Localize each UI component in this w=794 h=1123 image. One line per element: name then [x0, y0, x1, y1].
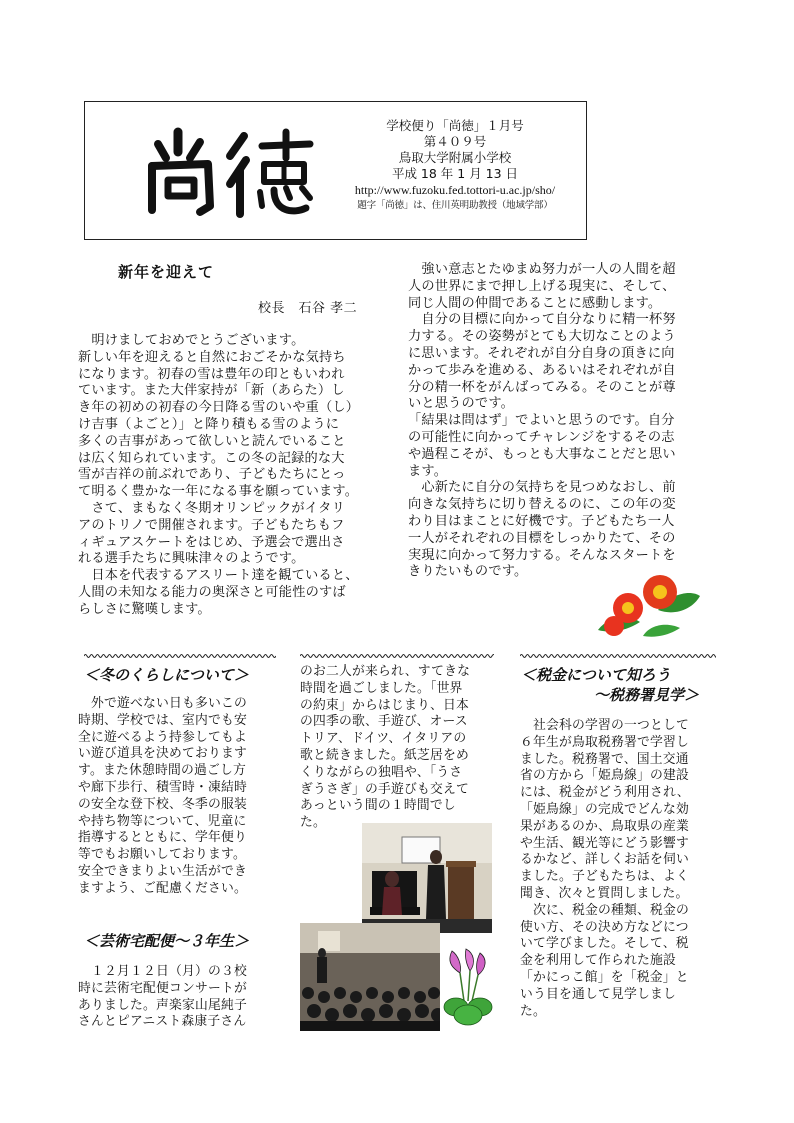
- art-section-continued: [300, 664, 500, 832]
- cyclamen-flower-illustration: [442, 945, 494, 1027]
- text-line: の約束」からはじまり、日本: [300, 697, 469, 713]
- text-line: 使い方、その決め方などにつ: [520, 919, 689, 935]
- text-line: らしさに驚嘆します。: [78, 601, 211, 617]
- text-line: 「かにっこ館」を「税金」と: [520, 969, 689, 985]
- tax-section-title: ＜税金について知ろう: [521, 666, 671, 684]
- text-line: ィギュアスケートをはじめ、予選会で選出さ: [78, 534, 345, 550]
- text-line: くりながらの独唱や、「うさ: [300, 764, 463, 780]
- text-line: 果があるのか、鳥取県の産業: [520, 818, 689, 834]
- text-line: のお二人が来られ、すてきな: [300, 664, 471, 679]
- text-line: 聞き、次々と質問しました。: [520, 885, 689, 901]
- text-line: の可能性に向かってチャレンジをするその志: [408, 429, 675, 445]
- masthead-title: 学校便り「尚徳」１月号: [386, 118, 524, 133]
- text-line: 向きな気持ちに切り替えるのに、この年の変: [408, 497, 676, 513]
- text-line: さんとピアニスト森康子さん: [78, 1014, 247, 1030]
- text-line: 新しい年を迎えると自然におごそかな気持ち: [78, 349, 346, 365]
- text-line: 多くの吉事があって欲しいと読んでいること: [78, 433, 346, 449]
- text-line: いう目を通して見学しまし: [520, 986, 676, 1002]
- text-line: た。: [520, 1003, 546, 1019]
- text-line: 人の世界にまで押し上げる現実に、そして、: [408, 278, 676, 294]
- text-line: ます。: [408, 463, 448, 479]
- text-line: ６年生が鳥取税務署で学習し: [520, 734, 689, 750]
- art-section-title: ＜芸術宅配便～３年生＞: [84, 932, 250, 950]
- text-line: 社会科の学習の一つとして: [520, 718, 689, 733]
- text-line: 同じ人間の仲間であることに感動します。: [408, 295, 662, 311]
- winter-section-body: [78, 696, 278, 898]
- text-line: け吉事（よごと）」と降り積もる雪のように: [78, 416, 340, 432]
- masthead-info: [330, 118, 580, 214]
- text-line: かって歩みを進める、あるいはそれぞれが自: [408, 362, 676, 378]
- tax-section-body: [520, 718, 720, 1020]
- text-line: た。: [300, 815, 326, 831]
- text-line: 時期、学校では、室内でも安: [78, 712, 247, 728]
- text-line: 金を利用して作られた施設: [520, 953, 676, 969]
- wave-divider: [300, 652, 494, 660]
- text-line: 心新たに自分の気持ちを見つめなおし、前: [408, 480, 676, 496]
- text-line: い遊び道具を決めております: [78, 746, 247, 762]
- tax-section-subtitle: ～税務署見学＞: [594, 686, 700, 704]
- school-name: 鳥取大学附属小学校: [398, 150, 512, 165]
- article-byline: 校長 石谷 孝二: [258, 301, 358, 316]
- text-line: 分の精一杯をがんばってみる。そのことが尊: [408, 379, 676, 395]
- text-line: に思います。それぞれが自分自身の頂きに向: [408, 345, 675, 361]
- text-line: きりたいものです。: [408, 564, 528, 580]
- text-line: １２月１２日（月）の３校: [78, 964, 247, 979]
- text-line: や過程こそが、もっとも大事なことだと思い: [408, 446, 676, 462]
- text-line: は広く知られています。この冬の記録的な大: [78, 450, 345, 466]
- text-line: や生活、観光等にどう影響す: [520, 835, 689, 851]
- text-line: になります。初春の雪は豊年の印ともいわれ: [78, 366, 345, 382]
- school-url[interactable]: http://www.fuzoku.fed.tottori-u.ac.jp/sho/: [354, 183, 556, 197]
- text-line: 次に、税金の種類、税金の: [520, 902, 689, 918]
- logo-credit: 題字「尚徳」は、住川英明助教授（地域学部）: [357, 200, 553, 211]
- text-line: 時間を過ごしました。「世界: [300, 680, 463, 696]
- text-line: の安全な登下校、冬季の服装: [78, 796, 247, 812]
- art-section-body: [78, 964, 278, 1031]
- text-line: トリア、ドイツ、イタリアの: [300, 731, 467, 747]
- text-line: 安全できまりよい生活ができ: [78, 863, 247, 879]
- text-line: るかなど、詳しくお話を伺い: [520, 852, 689, 868]
- text-line: さて、まもなく冬期オリンピックがイタリ: [78, 500, 345, 516]
- camellia-flower-illustration: [588, 570, 703, 642]
- text-line: 力する。その姿勢がとても大切なことのよう: [408, 329, 676, 345]
- wave-divider: [84, 652, 276, 660]
- text-line: には、税金がどう利用され、: [520, 785, 690, 801]
- text-line: 外で遊べない日も多いこの: [78, 696, 247, 711]
- text-line: いて学びました。そして、税: [520, 936, 689, 952]
- text-line: 自分の目標に向かって自分なりに精一杯努: [408, 312, 676, 328]
- text-line: 強い意志とたゆまぬ努力が一人の人間を超: [408, 262, 676, 277]
- text-line: 指導するとともに、学年便り: [78, 830, 247, 846]
- text-line: 明けましておめでとうございます。: [78, 333, 305, 348]
- text-line: 「姫鳥線」の完成でどんな効: [520, 801, 689, 817]
- article-right-column: [408, 262, 718, 581]
- text-line: 人間の未知なる能力の奥深さと可能性のすば: [78, 584, 346, 600]
- winter-section-title: ＜冬のくらしについて＞: [84, 666, 249, 684]
- text-line: れる選手たちに興味津々のようです。: [78, 551, 305, 567]
- text-line: いと思うのです。: [408, 396, 515, 412]
- text-line: アのトリノで開催されます。子どもたちもフ: [78, 517, 345, 533]
- text-line: わり目はまことに好機です。子どもたち一人: [408, 513, 675, 529]
- text-line: す。また休憩時間の過ごし方: [78, 763, 246, 779]
- text-line: 省の方から「姫鳥線」の建設: [520, 768, 689, 784]
- text-line: 全に遊べるよう持参してもよ: [78, 729, 247, 745]
- text-line: き年の初めの初春の今日降る雪のいや重（し）: [78, 400, 360, 416]
- text-line: ました。子どもたちは、よく: [520, 869, 689, 885]
- article-left-column: [78, 333, 388, 619]
- issue-number: 第４０９号: [423, 134, 487, 149]
- text-line: 実現に向かって努力する。そんなスタートを: [408, 547, 676, 563]
- text-line: 日本を代表するアスリート達を観ていると、: [78, 568, 359, 584]
- text-line: ぎうさぎ」の手遊びも交えて: [300, 781, 469, 797]
- text-line: 雪が吉祥の前ぶれであり、子どもたちにとっ: [78, 467, 346, 483]
- text-line: 「結果は問はず」でよいと思うのです。自分: [408, 413, 675, 429]
- text-line: 歌と続きました。紙芝居をめ: [300, 747, 469, 763]
- text-line: て明るく豊かな一年になる事を願っています。: [78, 484, 359, 500]
- text-line: や持ち物等について、児童に: [78, 813, 247, 829]
- wave-divider: [520, 652, 716, 660]
- text-line: あっという間の１時間でし: [300, 798, 456, 814]
- text-line: ました。税務署で、国土交通: [520, 751, 689, 767]
- text-line: ています。また大伴家持が「新（あらた）し: [78, 383, 345, 399]
- text-line: 一人がそれぞれの目標をしっかりたて、その: [408, 530, 676, 546]
- text-line: 時に芸術宅配便コンサートが: [78, 980, 247, 996]
- text-line: や廊下歩行、積雪時・凍結時: [78, 779, 247, 795]
- logo-calligraphy: [138, 122, 318, 220]
- text-line: ありました。声楽家山尾純子: [78, 997, 247, 1013]
- article-title: 新年を迎えて: [118, 263, 215, 281]
- text-line: の四季の歌、手遊び、オース: [300, 714, 468, 730]
- text-line: 等でもお願いしております。: [78, 847, 246, 863]
- text-line: ますよう、ご配慮ください。: [78, 880, 247, 896]
- issue-date: 平成 18 年 1 月 13 日: [391, 166, 519, 181]
- concert-photo-performers: [362, 823, 492, 933]
- concert-photo-audience: [300, 923, 440, 1031]
